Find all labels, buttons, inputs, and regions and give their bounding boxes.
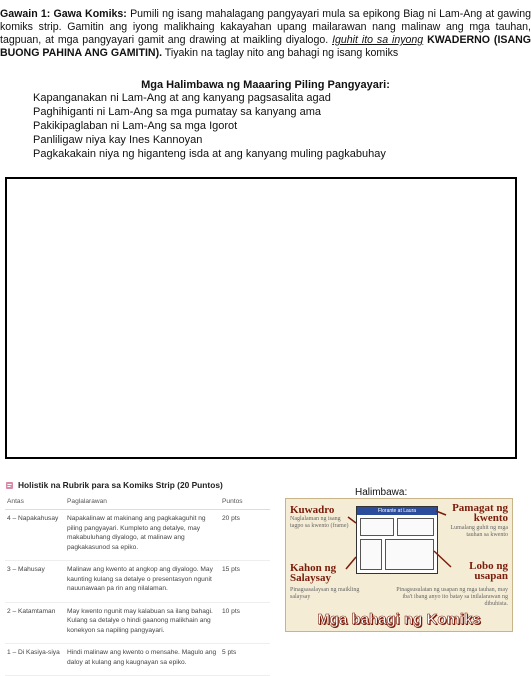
column-header: Antas: [5, 496, 65, 510]
table-row: [5, 602, 270, 644]
instruction-underlined: Iguhit ito sa inyong: [332, 34, 424, 46]
rubric-header: [5, 480, 270, 490]
rubric-points: 20 pts: [220, 510, 270, 561]
comic-parts-sample-image: [285, 498, 513, 632]
table-row: [5, 644, 270, 676]
table-row: [5, 510, 270, 561]
example-item: Pagkakakain niya ng higanteng isda at ang kanyang muling pagkabuhay: [33, 148, 386, 160]
sample-footer-title: Mga bahagi ng Komiks: [317, 611, 481, 628]
sample-kuwadro-desc: Naglalaman ng isang tagpo sa kwento (frame): [290, 516, 349, 529]
example-item: Panliligaw niya kay Ines Kannoyan: [33, 134, 203, 146]
column-header: Puntos: [220, 496, 270, 510]
examples-title: Mga Halimbawa ng Maaaring Piling Pangyayari:: [141, 79, 390, 91]
sample-lobo: Lobo ng usapan: [469, 560, 508, 582]
sample-label: Halimbawa:: [355, 487, 408, 498]
sample-comic-title: Florante at Laura: [357, 507, 437, 515]
example-item: Pakikipaglaban ni Lam-Ang sa mga Igorot: [33, 120, 238, 132]
rubric-level: 3 – Mahusay: [5, 561, 65, 603]
rubric-level: 4 – Napakahusay: [5, 510, 65, 561]
pin-icon: [5, 481, 14, 490]
rubric-points: 15 pts: [220, 561, 270, 603]
comic-drawing-frame: [5, 177, 517, 459]
sample-lobo-desc: Pinagsusulatan ng usapan ng mga tauhan, may iba't ibang anyo ito batay sa inilalarawan ng dibuhista.: [396, 587, 508, 607]
instruction-body-2: Tiyakin na taglay nito ang bahagi ng isang komiks: [162, 47, 399, 59]
rubric-desc: Malinaw ang kwento at angkop ang diyalogo. May kaunting kulang sa detalye o presentasyon ngunit nauunawaan pa rin ang nilalaman.: [65, 561, 220, 603]
rubric-level: 1 – Di Kasiya-siya: [5, 644, 65, 676]
table-header-row: [5, 496, 270, 510]
example-item: Kapanganakan ni Lam-Ang at ang kanyang pagsasalita agad: [33, 92, 331, 104]
sample-kuwadro: Kuwadro: [290, 504, 335, 516]
rubric-section: [5, 480, 270, 676]
rubric-level: 2 – Katamtaman: [5, 602, 65, 644]
column-header: Paglalarawan: [65, 496, 220, 510]
instruction-body: Pumili ng isang mahalagang pangyayari mula sa epikong Biag ni Lam-Ang at gawing komiks strip. Gamitin ang iyong malikhaing kakayahan upang mailarawan nang malinaw ang mga tauhan, tagpuan, at mga pangyayari gamit ang drawing at maikling diyalogo.: [0, 8, 531, 46]
instruction-heading: Gawain 1: Gawa Komiks:: [0, 8, 127, 20]
instruction-paragraph: [0, 8, 531, 60]
rubric-desc: Hindi malinaw ang kwento o mensahe. Magulo ang daloy at kulang ang kaugnayan sa epiko.: [65, 644, 220, 676]
sample-pamagat-desc: Lumalang guhit ng mga tauhan sa kwento: [450, 525, 508, 538]
rubric-points: 10 pts: [220, 602, 270, 644]
sample-kahon: Kahon ng Salaysay: [290, 562, 337, 584]
example-item: Paghihiganti ni Lam-Ang sa mga pumatay sa kanyang ama: [33, 106, 322, 118]
instruction-bold-tail: KWADERNO (ISANG BUONG PAHINA ANG GAMITIN).: [0, 34, 531, 59]
rubric-table: [5, 496, 270, 676]
rubric-points: 5 pts: [220, 644, 270, 676]
sample-pamagat: Pamagat ng kwento: [452, 502, 508, 524]
rubric-title: Holistik na Rubrik para sa Komiks Strip (20 Puntos): [18, 480, 223, 490]
table-row: [5, 561, 270, 603]
rubric-desc: Napakalinaw at makinang ang pagkakaguhit ng piling pangyayari. Kumpleto ang detalye, may makabuluhang diyalogo, at malinaw ang pagkakasunod sa epiko.: [65, 510, 220, 561]
sample-kahon-desc: Pinagsasalaysan ng maikling salaysay: [290, 587, 360, 600]
rubric-desc: May kwento ngunit may kalabuan sa ilang bahagi. Kulang sa detalye o hindi gaanong malikhain ang konekyon sa napiling pangyayari.: [65, 602, 220, 644]
examples-list: [33, 91, 386, 161]
